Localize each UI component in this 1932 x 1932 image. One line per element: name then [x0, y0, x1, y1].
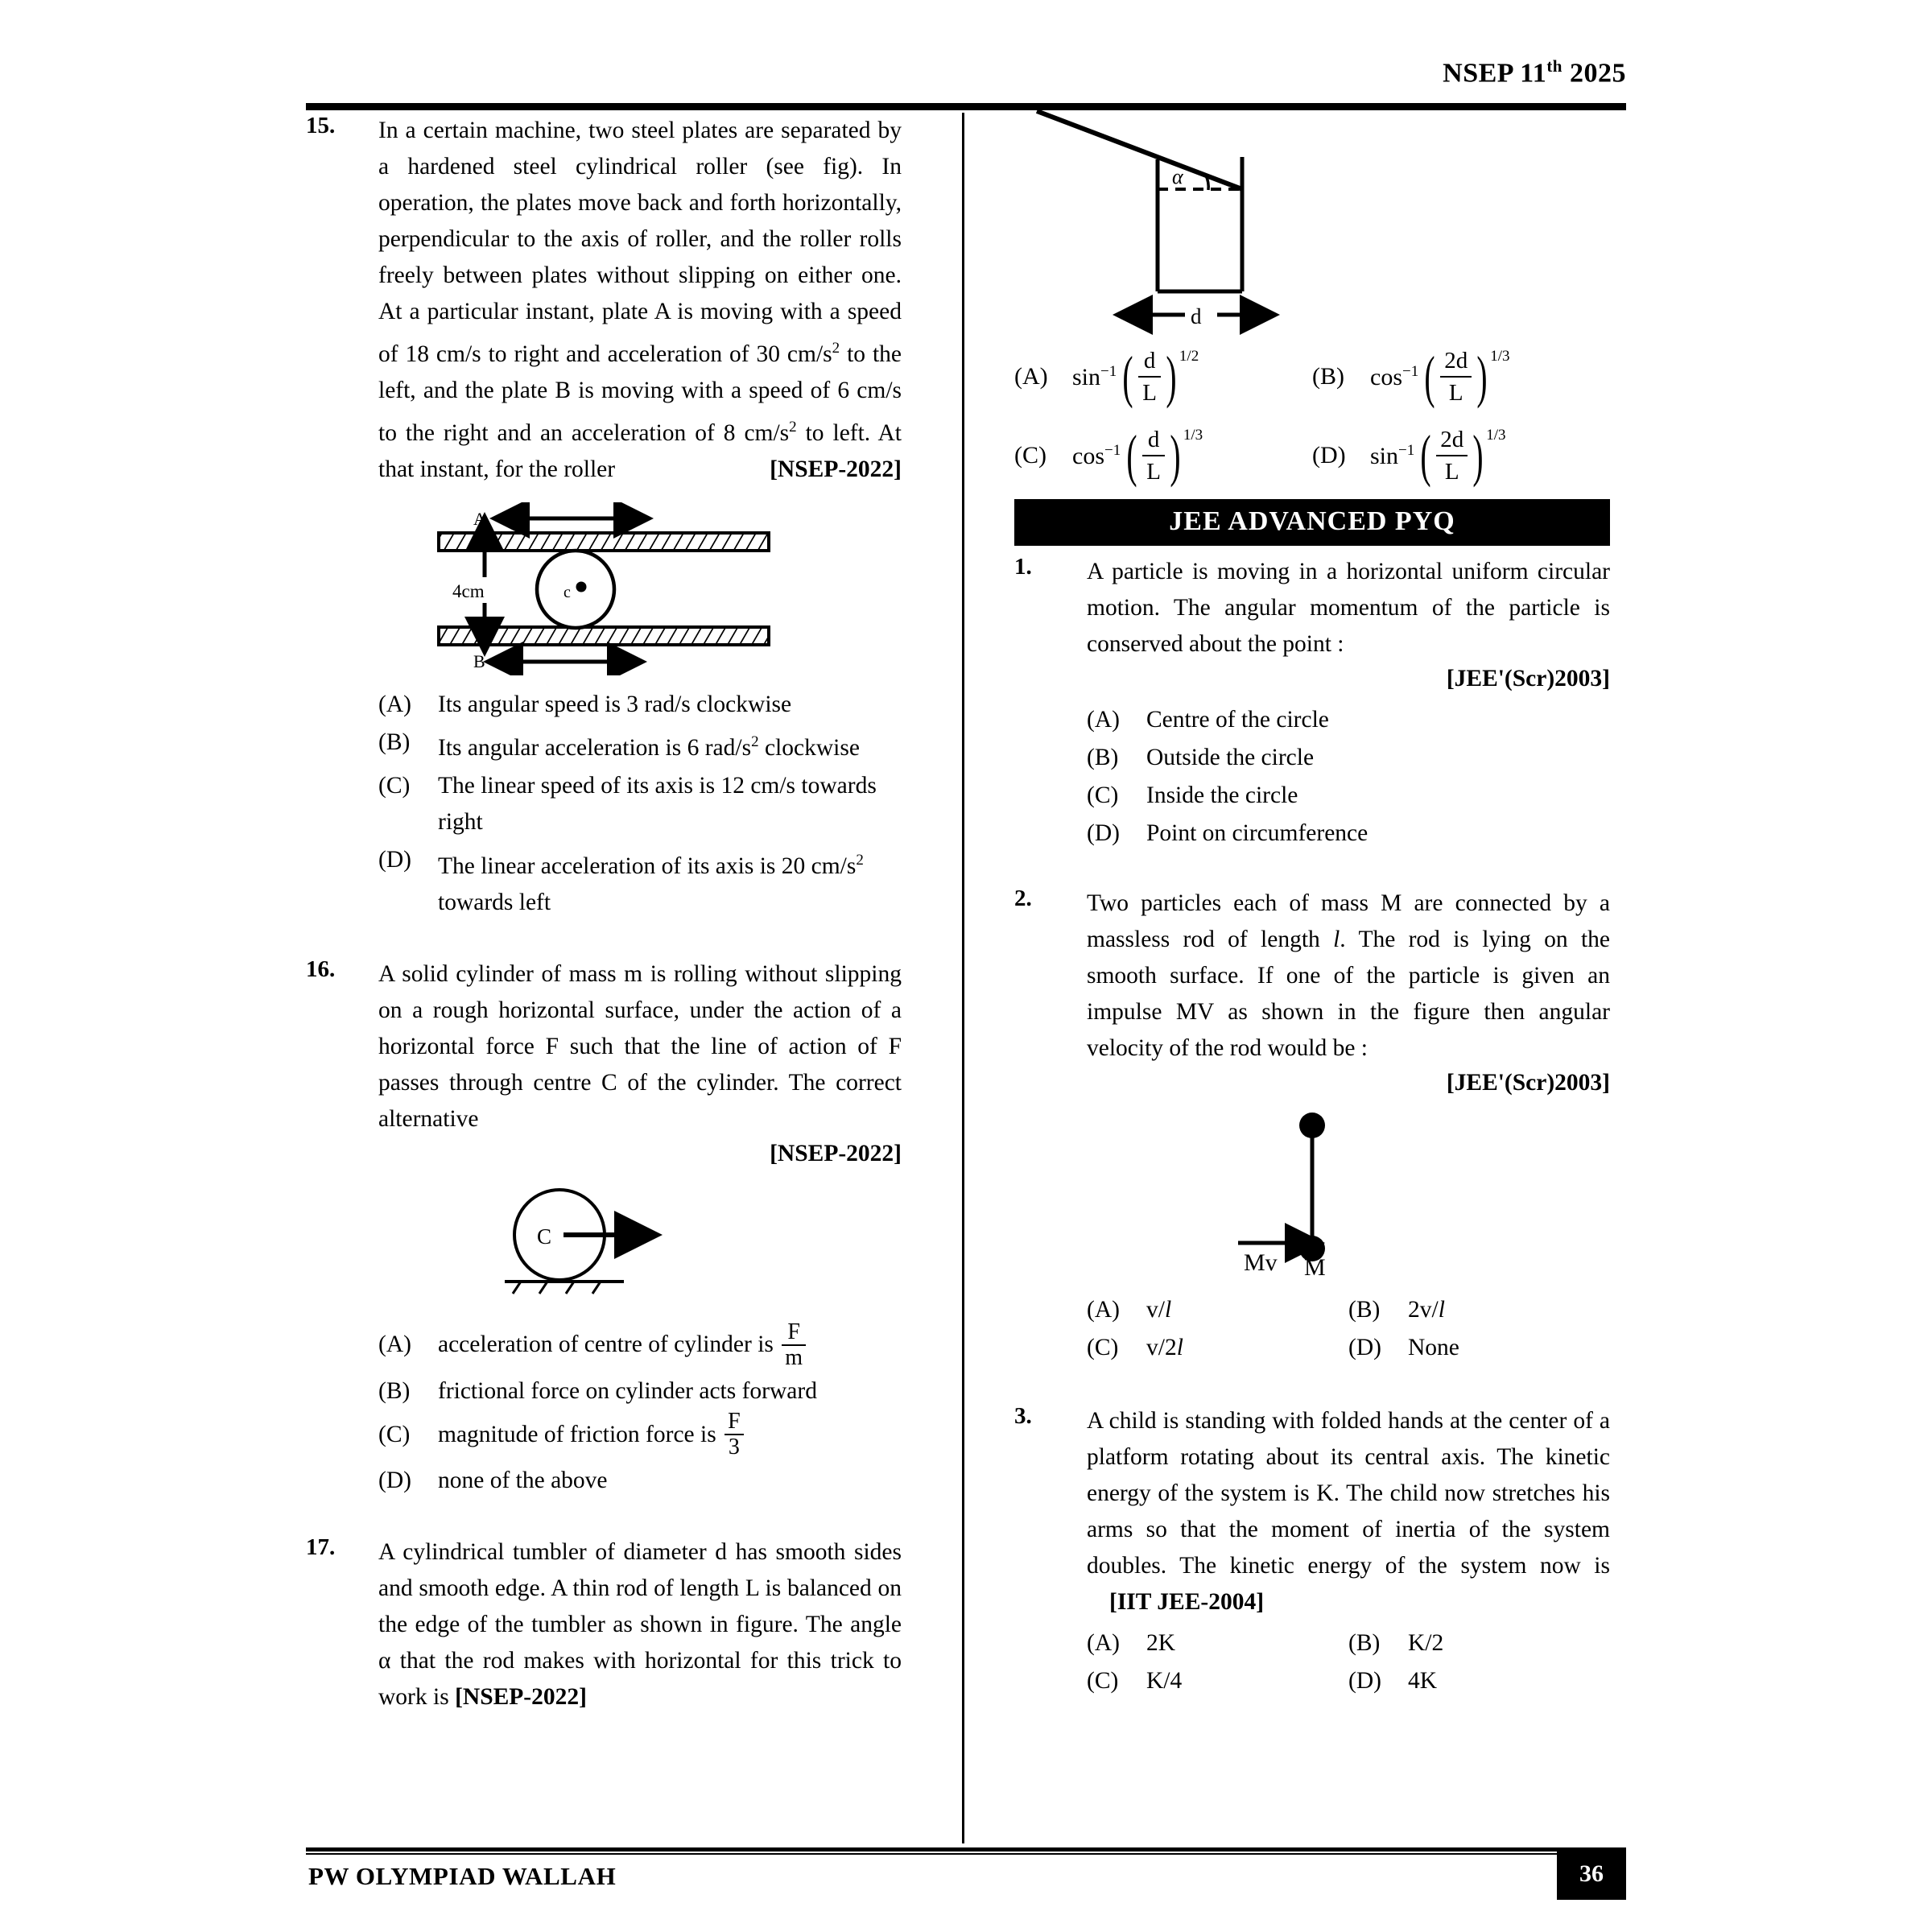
- plate-b-label: B: [473, 650, 485, 671]
- question-16-options: [378, 1321, 902, 1498]
- option-a[interactable]: [1087, 702, 1610, 738]
- option-d-text: 4K: [1408, 1668, 1438, 1694]
- option-a-label: (A): [378, 691, 411, 717]
- option-a-text: Centre of the circle: [1146, 707, 1329, 733]
- gap-dimension-label: 4cm: [452, 580, 485, 601]
- option-d-text: Point on circumference: [1146, 820, 1368, 846]
- option-c-exponent: 1/3: [1183, 427, 1203, 444]
- option-d-label: (D): [1348, 1335, 1381, 1360]
- option-d[interactable]: [378, 1463, 902, 1499]
- section-banner-jee-advanced-pyq: JEE ADVANCED PYQ: [1014, 499, 1610, 546]
- figure-tumbler-rod: [1014, 105, 1610, 338]
- option-a-label: (A): [378, 1331, 411, 1358]
- paren-close-icon: ): [1476, 345, 1488, 409]
- figure-cylinder-force: [306, 1177, 902, 1310]
- jee-question-1-number: 1.: [1014, 554, 1032, 580]
- plate-a-label: A: [473, 508, 486, 529]
- cylinder-force-svg: [471, 1177, 737, 1310]
- option-d-label: (D): [1348, 1668, 1381, 1694]
- option-a-label: (A): [1087, 1630, 1120, 1656]
- option-a-label: (A): [1087, 707, 1120, 733]
- right-column: [1014, 113, 1610, 1701]
- header-title-year: 2025: [1570, 58, 1626, 89]
- option-a[interactable]: [1014, 346, 1312, 407]
- option-d-label: (D): [378, 847, 411, 873]
- option-b-label: (B): [1087, 745, 1119, 770]
- option-c-fraction: $\frac{d}{L}$: [1142, 425, 1165, 486]
- jee-question-1: [1014, 554, 1610, 697]
- jee-question-2-options: [1087, 1292, 1610, 1368]
- option-a-exponent: 1/2: [1179, 348, 1199, 365]
- left-column: [306, 113, 902, 1720]
- option-c[interactable]: [1087, 778, 1610, 814]
- footer-divider: [306, 1847, 1626, 1855]
- option-c-label: (C): [1087, 782, 1119, 808]
- figure-roller-between-plates: [306, 502, 902, 675]
- cylinder-center-label: C: [537, 1224, 552, 1249]
- option-b[interactable]: [378, 724, 902, 767]
- jee-question-3-text: A child is standing with folded hands at the center of a platform rotating about its central axis. The kinetic energy of the system is K. The child now stretches his arms so that the moment of inertia of the system doubles. The kinetic energy of the system now is [IIT JEE-2004]: [1087, 1408, 1610, 1615]
- diameter-d-label: d: [1191, 304, 1202, 328]
- option-b-exponent: 1/3: [1490, 348, 1510, 365]
- option-a-fraction: $\frac{d}{L}$: [1138, 346, 1161, 407]
- question-17-options: [1014, 346, 1610, 486]
- option-b-text: Outside the circle: [1146, 745, 1315, 770]
- jee-question-3-source: [IIT JEE-2004]: [1109, 1589, 1265, 1615]
- option-d-label: (D): [378, 1467, 411, 1493]
- option-d-text: none of the above: [438, 1467, 608, 1493]
- paren-open-icon: (: [1420, 423, 1431, 488]
- option-b-fraction: $\frac{2d}{L}$: [1440, 346, 1472, 407]
- option-b[interactable]: [1348, 1292, 1610, 1328]
- option-d-label: (D): [1087, 820, 1120, 846]
- footer-brand: PW OLYMPIAD WALLAH: [308, 1862, 617, 1890]
- option-a[interactable]: [1087, 1292, 1348, 1328]
- question-16-text: A solid cylinder of mass m is rolling without slipping on a rough horizontal surface, under the action of a horizontal force F such that the line of action of F passes through centre C of the cylinder. The correct alternative [NSEP-2022]: [378, 956, 902, 1172]
- jee-question-1-text: A particle is moving in a horizontal uniform circular motion. The angular momentum of the particle is conserved about the point : [JEE'(Scr)2003]: [1087, 554, 1610, 697]
- option-d-text: The linear acceleration of its axis is 20 $cm/s^2$ towards left: [438, 852, 864, 916]
- paren-close-icon: ): [1170, 423, 1181, 488]
- jee-question-3: [1014, 1403, 1610, 1620]
- option-d-exponent: 1/3: [1486, 427, 1506, 444]
- question-17-source: [NSEP-2022]: [455, 1683, 587, 1710]
- option-b-label: (B): [378, 729, 411, 755]
- jee-question-3-options: [1087, 1625, 1610, 1701]
- option-b[interactable]: [1348, 1625, 1610, 1662]
- option-c-label: (C): [378, 1421, 411, 1447]
- option-a[interactable]: [378, 1321, 902, 1371]
- question-15-text: In a certain machine, two steel plates are separated by a hardened steel cylindrical roller (see fig). In operation, the plates move back and forth horizontally, perpendicular to the axis of roller, and the roller rolls freely between plates without slipping on either one. At a particular instant, plate A is moving with a speed of 18 cm/s to right and acceleration of 30 $cm/s^2$ to the left, and the plate B is moving with a speed of 6 cm/s to the right and an acceleration of 8 $cm/s^2$ to left. At that instant, for the roller [NSEP-2022]: [378, 113, 902, 488]
- option-b-text: 2v/l: [1408, 1297, 1445, 1323]
- option-c-label: (C): [1087, 1668, 1119, 1694]
- option-c[interactable]: [378, 1408, 902, 1461]
- question-16: [306, 956, 902, 1172]
- question-17: [306, 1534, 902, 1715]
- option-d[interactable]: [1312, 425, 1610, 486]
- option-c-label: (C): [1014, 442, 1046, 469]
- paren-open-icon: (: [1122, 345, 1133, 409]
- option-d-fraction: $\frac{2d}{L}$: [1436, 425, 1468, 486]
- option-d[interactable]: [378, 842, 902, 921]
- option-c-text: The linear speed of its axis is 12 cm/s towards right: [438, 773, 877, 836]
- impulse-label: Mv: [1244, 1249, 1278, 1276]
- question-15-options: [378, 687, 902, 922]
- option-b-text: Its angular acceleration is 6 rad/$s^2$ clockwise: [438, 733, 860, 762]
- option-d[interactable]: [1348, 1330, 1610, 1366]
- option-c[interactable]: [1087, 1330, 1348, 1366]
- option-d[interactable]: [1087, 815, 1610, 852]
- question-15-source: [NSEP-2022]: [770, 456, 902, 482]
- option-c-text: K/4: [1146, 1668, 1183, 1694]
- option-c-label: (C): [378, 773, 411, 799]
- question-15: [306, 113, 902, 488]
- option-c[interactable]: [1087, 1663, 1348, 1699]
- header-title-ordinal: th: [1546, 56, 1563, 76]
- option-d-function: $\sin^{-1}$: [1370, 441, 1415, 469]
- header-title: NSEP 11th 2025: [1443, 56, 1626, 89]
- option-b-text: frictional force on cylinder acts forward: [438, 1377, 817, 1404]
- question-16-number: 16.: [306, 956, 336, 983]
- paren-close-icon: ): [1166, 345, 1177, 409]
- option-b-label: (B): [1312, 363, 1344, 390]
- jee-question-1-source: [JEE'(Scr)2003]: [1446, 666, 1610, 691]
- force-label: F: [636, 1224, 649, 1249]
- jee-question-2-source: [JEE'(Scr)2003]: [1446, 1070, 1610, 1096]
- question-17-text: A cylindrical tumbler of diameter d has smooth sides and smooth edge. A thin rod of length L is balanced on the edge of the tumbler as shown in figure. The angle α that the rod makes with horizontal for this trick to work is [NSEP-2022]: [378, 1538, 902, 1710]
- mass-label: M: [1304, 1254, 1326, 1281]
- paren-open-icon: (: [1126, 423, 1137, 488]
- option-b-label: (B): [378, 1377, 411, 1404]
- option-c-label: (C): [1087, 1335, 1119, 1360]
- rod-length-symbol: l: [1333, 927, 1340, 952]
- jee-question-3-number: 3.: [1014, 1403, 1032, 1429]
- option-a-text: 2K: [1146, 1630, 1176, 1656]
- option-b[interactable]: [378, 1373, 902, 1410]
- question-15-number: 15.: [306, 113, 336, 138]
- option-d[interactable]: [1348, 1663, 1610, 1699]
- option-d-text: None: [1408, 1335, 1459, 1360]
- jee-question-2-text: Two particles each of mass M are connected by a massless rod of length l. The rod is lying on the smooth surface. If one of the particle is given an impulse MV as shown in the figure then angular velocity of the rod would be : [JEE'(Scr)2003]: [1087, 886, 1610, 1101]
- option-a-function: $\sin^{-1}$: [1072, 362, 1117, 390]
- option-a-label: (A): [1014, 363, 1048, 390]
- roller-center-label: c: [564, 583, 571, 601]
- option-c[interactable]: [378, 768, 902, 840]
- fraction-f-over-m: $\frac{F}{m}$: [782, 1320, 806, 1370]
- page-header: [306, 56, 1626, 89]
- option-b[interactable]: [1312, 346, 1610, 407]
- option-d-label: (D): [1312, 442, 1346, 469]
- option-b-label: (B): [1348, 1297, 1381, 1323]
- angle-alpha-label: α: [1172, 165, 1183, 188]
- option-a-text: acceleration of centre of cylinder is: [438, 1331, 774, 1358]
- option-a-text: v/l: [1146, 1297, 1172, 1323]
- option-a-text: Its angular speed is 3 rad/s clockwise: [438, 691, 792, 717]
- column-divider: [962, 113, 964, 1843]
- tumbler-rod-svg: [1014, 105, 1610, 338]
- jee-question-1-options: [1087, 702, 1610, 852]
- option-b-function: $\cos^{-1}$: [1370, 362, 1419, 390]
- paren-open-icon: (: [1424, 345, 1435, 409]
- option-a-label: (A): [1087, 1297, 1120, 1323]
- option-c-function: $\cos^{-1}$: [1072, 441, 1121, 469]
- option-c-text: magnitude of friction force is: [438, 1421, 716, 1447]
- fraction-f-over-3: $\frac{F}{3}$: [724, 1410, 744, 1459]
- option-c-text: Inside the circle: [1146, 782, 1298, 808]
- two-particles-rod-svg: [1143, 1108, 1481, 1281]
- option-b[interactable]: [1087, 740, 1610, 776]
- roller-between-plates-svg: [411, 502, 797, 675]
- option-a[interactable]: [1087, 1625, 1348, 1662]
- question-17-number: 17.: [306, 1534, 336, 1560]
- question-16-source: [NSEP-2022]: [770, 1141, 902, 1167]
- option-b-text: K/2: [1408, 1630, 1444, 1656]
- option-c[interactable]: [1014, 425, 1312, 486]
- jee-question-2-number: 2.: [1014, 886, 1032, 911]
- paren-close-icon: ): [1472, 423, 1484, 488]
- option-a[interactable]: [378, 687, 902, 723]
- option-c-text: v/2l: [1146, 1335, 1183, 1360]
- particle-top: [1299, 1113, 1325, 1138]
- figure-two-particles-rod: [1014, 1108, 1610, 1281]
- page-number-badge: 36: [1557, 1848, 1626, 1900]
- option-b-label: (B): [1348, 1630, 1381, 1656]
- jee-question-2: [1014, 886, 1610, 1101]
